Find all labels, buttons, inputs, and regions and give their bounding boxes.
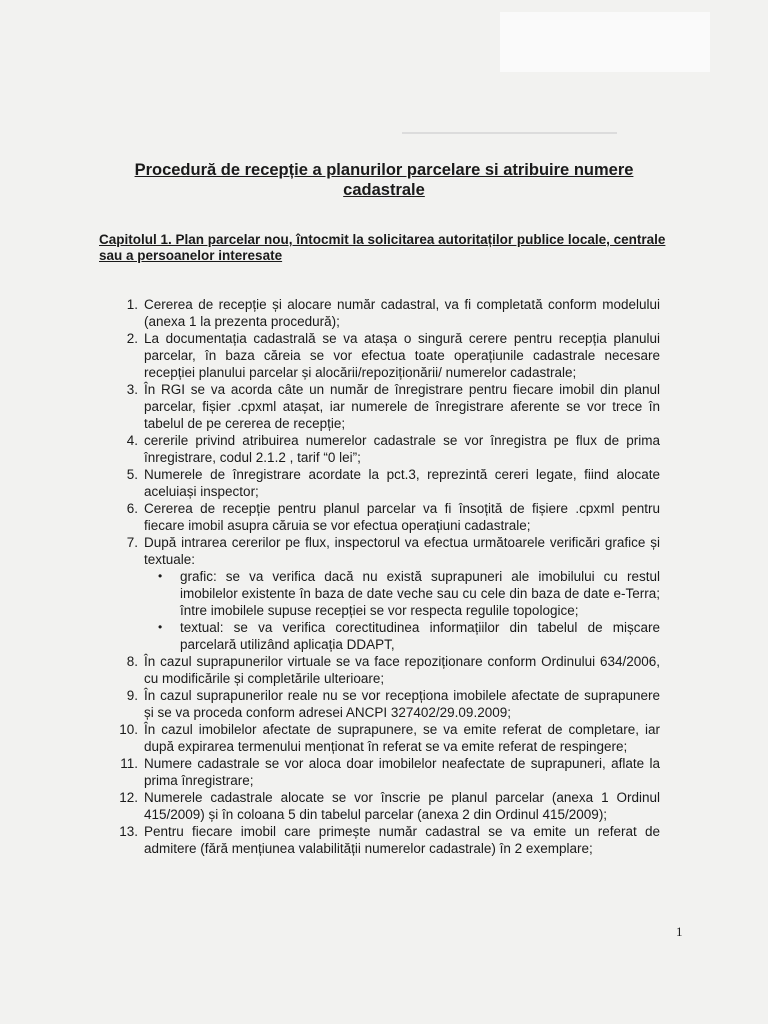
item-number: 10. [119,722,138,737]
item-number: 1. [126,297,138,312]
item-text: Numerele cadastrale alocate se vor înscrie pe planul parcelar (anexa 1 Ordinul 415/2009) și în coloana 5 din tabelul parcelar (anexa 2 din Ordinul 415/2009); [144,790,660,822]
list-item [92,823,660,857]
sublist-item [152,568,660,619]
item-number: 2. [126,331,138,346]
page-number: 1 [676,924,683,939]
verification-sublist [144,568,660,653]
scan-artifact [500,12,710,72]
list-item [92,432,660,466]
procedure-list [92,296,660,857]
list-item [92,653,660,687]
item-text: În cazul suprapunerilor virtuale se va face repoziționare conform Ordinului 634/2006, cu modificările și completările ulterioare; [144,654,660,686]
document-title: Procedură de recepție a planurilor parcelare si atribuire numere cadastrale [134,161,634,199]
list-item [92,466,660,500]
list-item [92,755,660,789]
item-number: 3. [126,382,138,397]
item-text: Pentru fiecare imobil care primește număr cadastral se va emite un referat de admitere (fără mențiunea valabilității numerelor cadastrale) în 2 exemplare; [144,824,660,856]
subitem-text: grafic: se va verifica dacă nu există suprapuneri ale imobilului cu restul imobilelor existente în baza de date veche sau cu cele din baza de date e-Terra; între imobilele supuse recepției se vor respecta regulile topologice; [180,569,660,618]
item-text: Numere cadastrale se vor aloca doar imobilelor neafectate de suprapuneri, aflate la prima înregistrare; [144,756,660,788]
item-number: 9. [126,688,138,703]
list-item [92,721,660,755]
item-text: După intrarea cererilor pe flux, inspectorul va efectua următoarele verificări grafice și textuale: [144,535,660,567]
item-text: cererile privind atribuirea numerelor cadastrale se vor înregistra pe flux de prima înregistrare, codul 2.1.2 , tarif “0 lei”; [144,433,660,465]
subitem-text: textual: se va verifica corectitudinea informațiilor din tabelul de mișcare parcelară utilizând aplicația DDAPT, [180,620,660,652]
list-item [92,534,660,653]
scan-line [402,132,617,134]
item-text: Cererea de recepție pentru planul parcelar va fi însoțită de fișiere .cpxml pentru fiecare imobil asupra căruia se vor efectua operațiuni cadastrale; [144,501,660,533]
list-item [92,687,660,721]
item-text: Numerele de înregistrare acordate la pct.3, reprezintă cereri legate, fiind alocate aceluiași inspector; [144,467,660,499]
item-number: 8. [126,654,138,669]
item-text: În cazul imobilelor afectate de suprapunere, se va emite referat de completare, iar după expirarea termenului menționat în referat se va emite referat de respingere; [144,722,660,754]
list-item [92,789,660,823]
list-item [92,330,660,381]
list-item [92,381,660,432]
item-number: 6. [126,501,138,516]
item-number: 12. [119,790,138,805]
item-number: 13. [119,824,138,839]
bullet-icon: • [158,620,163,634]
item-text: În cazul suprapunerilor reale nu se vor recepționa imobilele afectate de suprapunere și se va proceda conform adresei ANCPI 327402/29.09.2009; [144,688,660,720]
item-number: 4. [126,433,138,448]
item-text: Cererea de recepție și alocare număr cadastral, va fi completată conform modelului (anexa 1 la prezenta procedură); [144,297,660,329]
item-number: 11. [120,756,138,771]
chapter-heading: Capitolul 1. Plan parcelar nou, întocmit la solicitarea autoritaților publice locale, centrale sau a persoanelor interesate [99,232,666,263]
sublist-item [152,619,660,653]
item-number: 5. [126,467,138,482]
item-number: 7. [126,535,138,550]
bullet-icon: • [158,569,163,583]
list-item [92,500,660,534]
list-item [92,296,660,330]
item-text: În RGI se va acorda câte un număr de înregistrare pentru fiecare imobil din planul parcelar, fișier .cpxml atașat, iar numerele de înregistrare aferente se vor trece în tabelul de pe cererea de recepție; [144,382,660,431]
item-text: La documentația cadastrală se va atașa o singură cerere pentru recepția planului parcelar, în baza căreia se vor efectua toate operațiunile cadastrale necesare recepției planului parcelar și alocării/repoziționării/ numerelor cadastrale; [144,331,660,380]
